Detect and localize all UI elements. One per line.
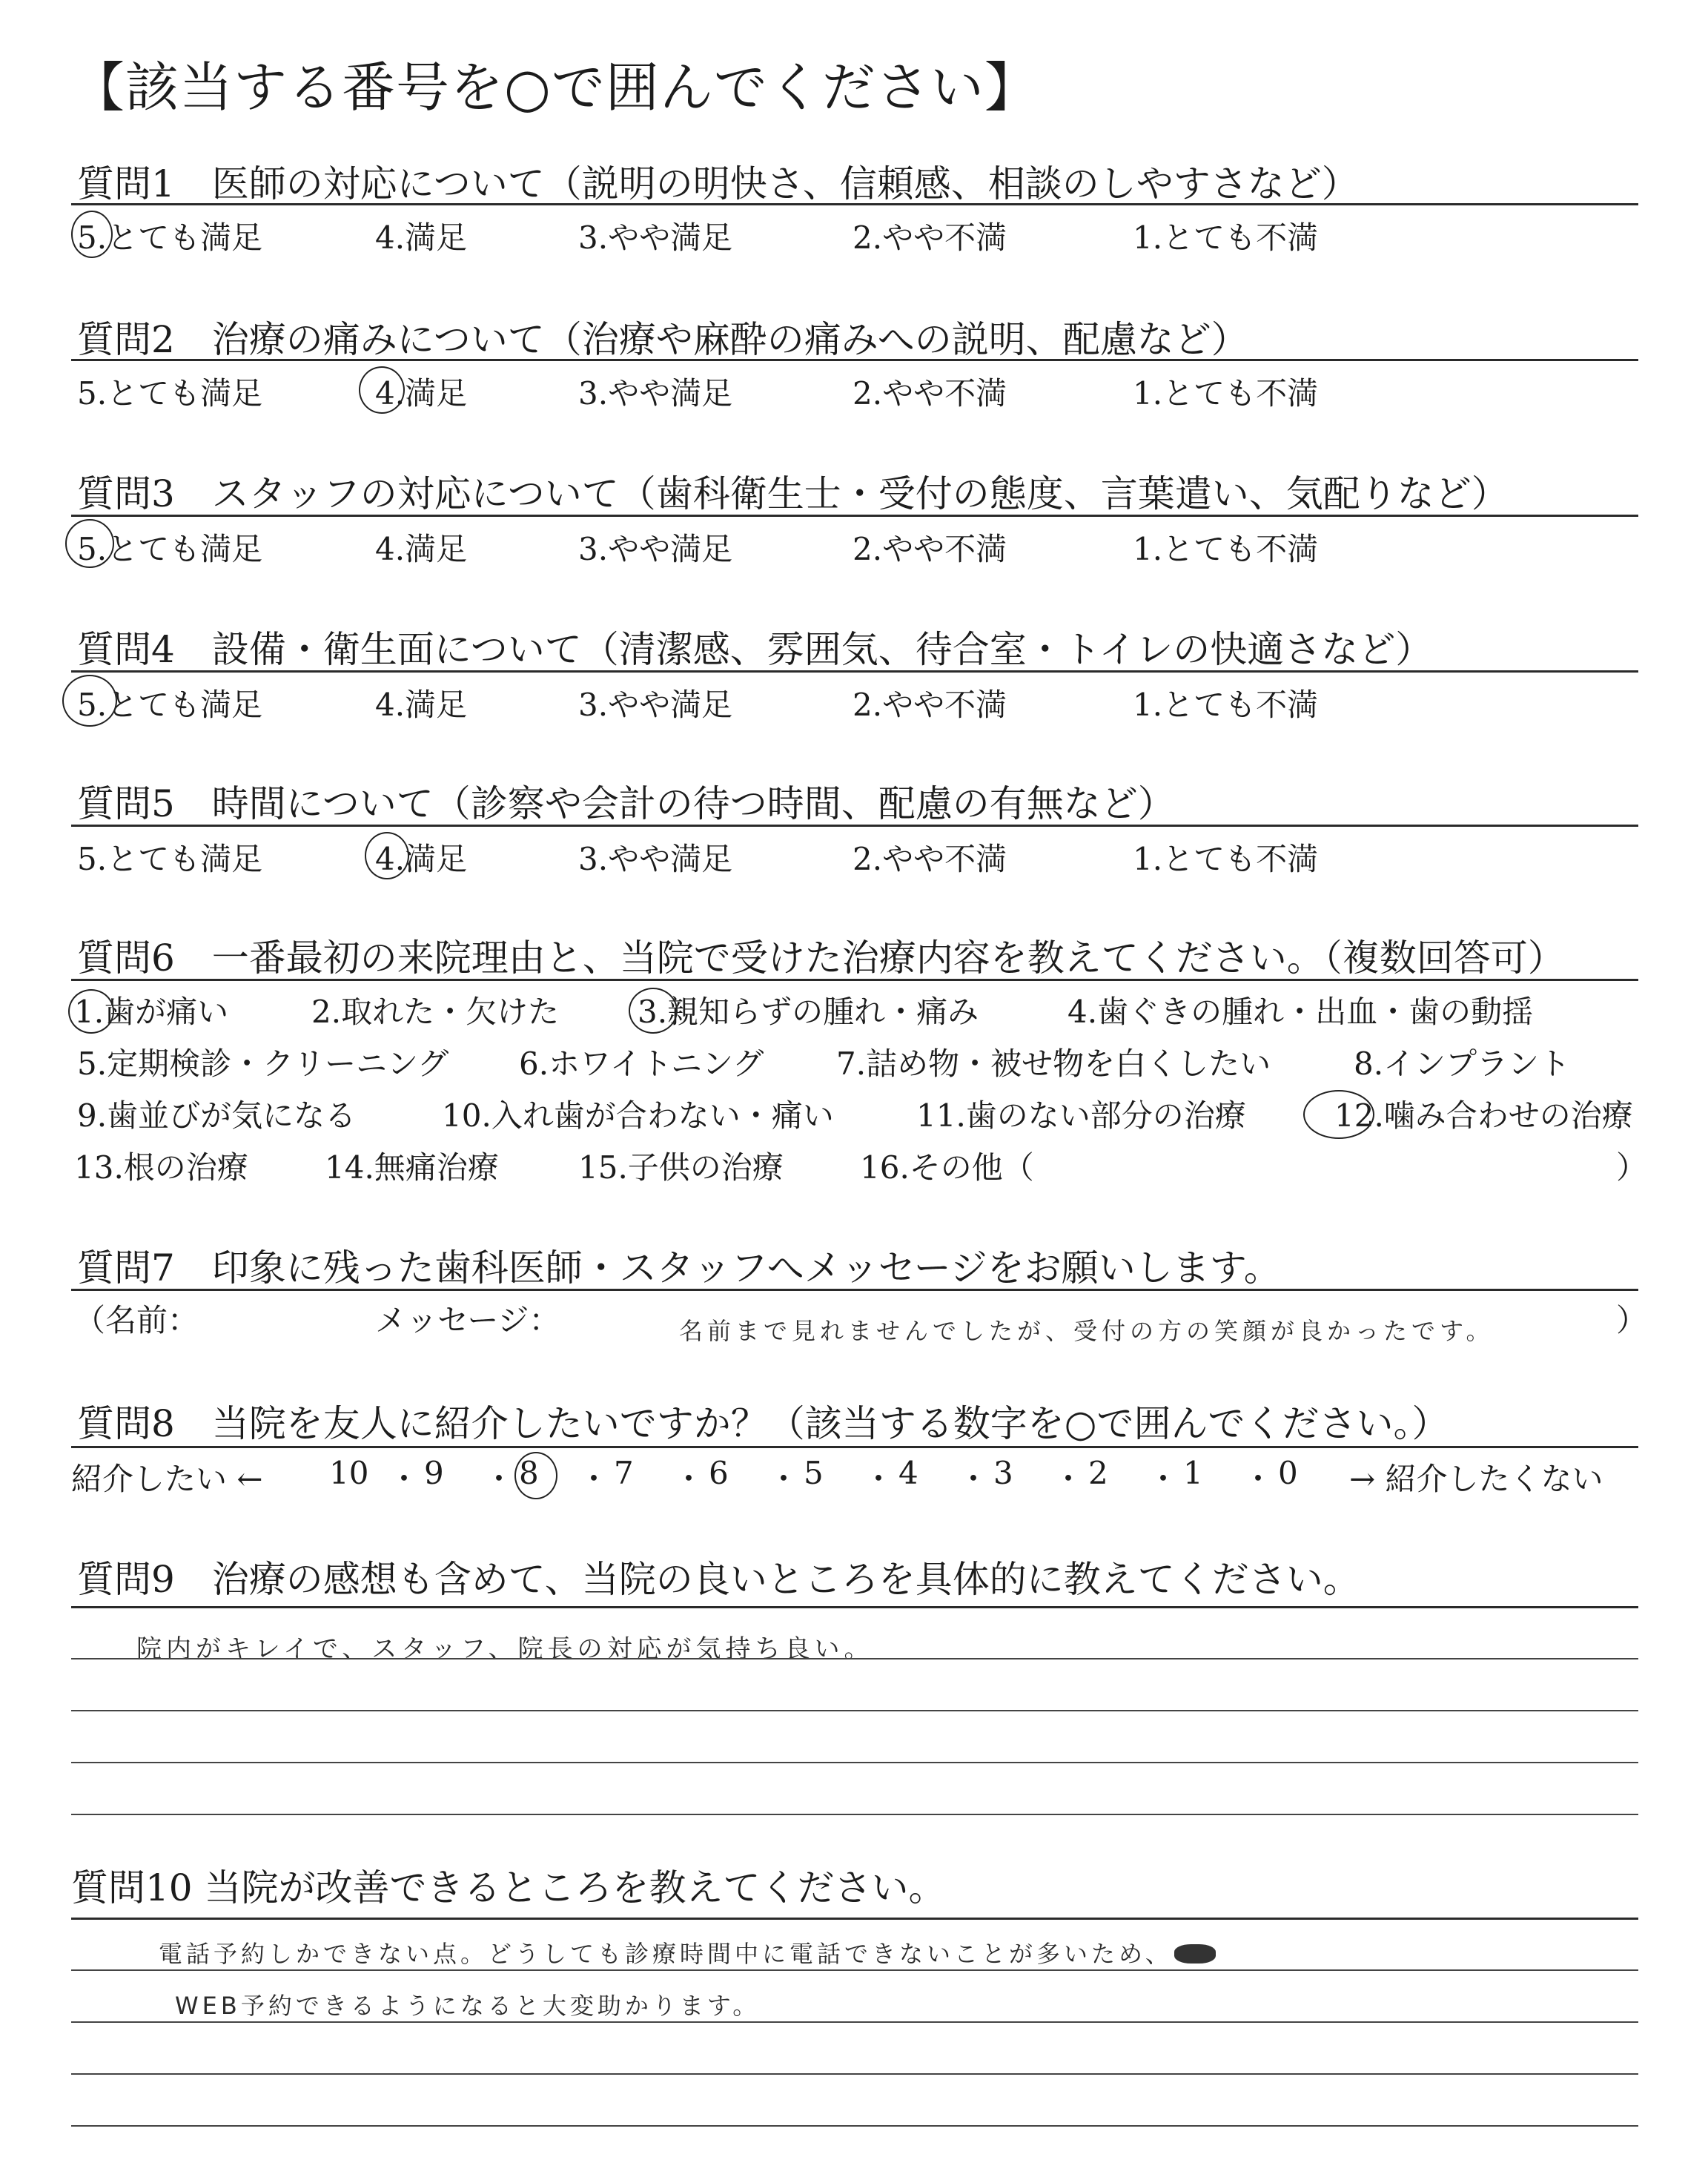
q6-option-3[interactable]: 3.親知らずの腫れ・痛み xyxy=(638,994,979,1030)
q6-other-close-paren: ） xyxy=(1616,1149,1648,1186)
q2-title: 質問2 治療の痛みについて（治療や麻酔の痛みへの説明、配慮など） xyxy=(77,318,1248,361)
q5-option-2[interactable]: 2.やや不満 xyxy=(853,841,1007,877)
q3-circle-mark xyxy=(65,519,114,568)
q8-right-label: → 紹介したくない xyxy=(1349,1461,1603,1497)
q10-answer-line-3 xyxy=(71,2073,1638,2075)
q8-rule xyxy=(71,1446,1638,1448)
q1-option-2[interactable]: 2.やや不満 xyxy=(853,219,1007,256)
q10-answer-handwritten-line-2: WEB予約できるようになると大変助かります。 xyxy=(175,1992,761,2020)
q5-option-4[interactable]: 4.満足 xyxy=(375,841,468,877)
q8-scale-value-0[interactable]: 0 xyxy=(1278,1455,1298,1491)
q8-circle-mark xyxy=(514,1452,557,1499)
q6-option-9[interactable]: 9.歯並びが気になる xyxy=(77,1097,357,1134)
q9-rule xyxy=(71,1606,1638,1608)
q8-scale-value-2[interactable]: 2 xyxy=(1088,1455,1108,1491)
q8-scale-separator: ・ xyxy=(578,1461,610,1497)
q10-answer-line-4 xyxy=(71,2125,1638,2127)
q3-option-3[interactable]: 3.やや満足 xyxy=(578,531,733,567)
q2-rule xyxy=(71,359,1638,361)
q8-scale-separator: ・ xyxy=(673,1461,705,1497)
q8-scale-value-7[interactable]: 7 xyxy=(614,1455,634,1491)
q7-close-paren: ） xyxy=(1616,1302,1648,1338)
q6-option-12[interactable]: 12.噛み合わせの治療 xyxy=(1334,1097,1633,1134)
q1-option-5[interactable]: 5.とても満足 xyxy=(77,219,263,256)
q6-option-16[interactable]: 16.その他（ xyxy=(860,1149,1034,1186)
q5-option-3[interactable]: 3.やや満足 xyxy=(578,841,733,877)
q4-option-2[interactable]: 2.やや不満 xyxy=(853,687,1007,723)
q4-circle-mark xyxy=(62,675,117,727)
q8-scale-value-9[interactable]: 9 xyxy=(424,1455,444,1491)
q6-title: 質問6 一番最初の来院理由と、当院で受けた治療内容を教えてください。（複数回答可） xyxy=(77,937,1565,980)
page-title: 【該当する番号を○で囲んでください】 xyxy=(71,56,1039,119)
q8-scale-separator: ・ xyxy=(388,1461,420,1497)
q8-scale-value-4[interactable]: 4 xyxy=(898,1455,918,1491)
q2-option-3[interactable]: 3.やや満足 xyxy=(578,375,733,412)
q8-scale-separator: ・ xyxy=(1148,1461,1179,1497)
q10-title: 質問10 当院が改善できるところを教えてください。 xyxy=(71,1866,946,1909)
q6-option-5[interactable]: 5.定期検診・クリーニング xyxy=(77,1046,449,1082)
q5-rule xyxy=(71,825,1638,827)
q8-scale-separator: ・ xyxy=(863,1461,895,1497)
q3-option-1[interactable]: 1.とても不満 xyxy=(1133,531,1319,567)
q5-option-1[interactable]: 1.とても不満 xyxy=(1133,841,1319,877)
q3-option-4[interactable]: 4.満足 xyxy=(375,531,468,567)
q8-scale-separator: ・ xyxy=(1053,1461,1085,1497)
q8-scale-value-8[interactable]: 8 xyxy=(519,1455,539,1491)
q9-answer-line-3 xyxy=(71,1762,1638,1763)
q8-left-label: 紹介したい ← xyxy=(71,1461,263,1497)
q5-option-5[interactable]: 5.とても満足 xyxy=(77,841,263,877)
q6-option-10[interactable]: 10.入れ歯が合わない・痛い xyxy=(442,1097,834,1134)
q6-option-11[interactable]: 11.歯のない部分の治療 xyxy=(916,1097,1246,1134)
q3-rule xyxy=(71,515,1638,517)
q2-option-5[interactable]: 5.とても満足 xyxy=(77,375,263,412)
q3-option-2[interactable]: 2.やや不満 xyxy=(853,531,1007,567)
q10-answer-handwritten-line-1: 電話予約しかできない点。どうしても診療時間中に電話できないことが多いため、 xyxy=(159,1940,1173,1968)
q1-rule xyxy=(71,203,1638,205)
q9-answer-line-1 xyxy=(71,1658,1638,1659)
q5-circle-mark xyxy=(365,832,409,879)
q6-option-14[interactable]: 14.無痛治療 xyxy=(325,1149,499,1186)
q6-circle-mark-1 xyxy=(68,989,114,1034)
q8-scale-value-6[interactable]: 6 xyxy=(709,1455,729,1491)
q2-option-4[interactable]: 4.満足 xyxy=(375,375,468,412)
q4-rule xyxy=(71,670,1638,673)
q3-title: 質問3 スタッフの対応について（歯科衛生士・受付の態度、言葉遣い、気配りなど） xyxy=(77,472,1509,515)
q1-option-3[interactable]: 3.やや満足 xyxy=(578,219,733,256)
q8-scale-value-3[interactable]: 3 xyxy=(993,1455,1013,1491)
q8-scale-value-5[interactable]: 5 xyxy=(804,1455,824,1491)
q6-option-15[interactable]: 15.子供の治療 xyxy=(578,1149,784,1186)
q7-title: 質問7 印象に残った歯科医師・スタッフへメッセージをお願いします。 xyxy=(77,1246,1281,1289)
q8-title: 質問8 当院を友人に紹介したいですか？（該当する数字を○で囲んでください。） xyxy=(77,1402,1449,1445)
q10-answer-line-1 xyxy=(71,1969,1638,1971)
q1-option-4[interactable]: 4.満足 xyxy=(375,219,468,256)
q7-name-label: （名前： xyxy=(74,1302,199,1338)
q2-option-1[interactable]: 1.とても不満 xyxy=(1133,375,1319,412)
q8-scale-value-10[interactable]: 10 xyxy=(329,1455,369,1491)
q6-option-6[interactable]: 6.ホワイトニング xyxy=(519,1046,764,1082)
q3-option-5[interactable]: 5.とても満足 xyxy=(77,531,263,567)
q7-message-handwritten: 名前まで見れませんでしたが、受付の方の笑顔が良かったです。 xyxy=(679,1317,1494,1345)
q8-scale-value-1[interactable]: 1 xyxy=(1183,1455,1203,1491)
q6-circle-mark-12 xyxy=(1303,1090,1374,1139)
q6-rule xyxy=(71,979,1638,981)
q6-option-2[interactable]: 2.取れた・欠けた xyxy=(311,994,560,1030)
q2-option-2[interactable]: 2.やや不満 xyxy=(853,375,1007,412)
q2-circle-mark xyxy=(359,366,405,414)
q1-option-1[interactable]: 1.とても不満 xyxy=(1133,219,1319,256)
q10-scribble-mark xyxy=(1174,1944,1216,1964)
q7-message-label: メッセージ： xyxy=(375,1302,560,1338)
q9-answer-line-2 xyxy=(71,1710,1638,1711)
q10-answer-line-2 xyxy=(71,2021,1638,2023)
q6-circle-mark-3 xyxy=(629,988,678,1034)
q4-option-3[interactable]: 3.やや満足 xyxy=(578,687,733,723)
q8-scale-separator: ・ xyxy=(768,1461,800,1497)
q1-title: 質問1 医師の対応について（説明の明快さ、信頼感、相談のしやすさなど） xyxy=(77,162,1359,205)
q6-option-1[interactable]: 1.歯が痛い xyxy=(74,994,229,1030)
q8-scale-separator: ・ xyxy=(483,1461,515,1497)
q4-title: 質問4 設備・衛生面について（清潔感、雰囲気、待合室・トイレの快適さなど） xyxy=(77,628,1433,671)
q9-title: 質問9 治療の感想も含めて、当院の良いところを具体的に教えてください。 xyxy=(77,1558,1360,1601)
q6-option-13[interactable]: 13.根の治療 xyxy=(74,1149,248,1186)
q8-scale-separator: ・ xyxy=(1242,1461,1274,1497)
q4-option-5[interactable]: 5.とても満足 xyxy=(77,687,263,723)
q9-answer-line-4 xyxy=(71,1814,1638,1815)
q9-answer-handwritten: 院内がキレイで、スタッフ、院長の対応が気持ち良い。 xyxy=(136,1634,874,1664)
q10-rule xyxy=(71,1918,1638,1920)
q4-option-4[interactable]: 4.満足 xyxy=(375,687,468,723)
q6-option-7[interactable]: 7.詰め物・被せ物を白くしたい xyxy=(836,1046,1271,1082)
q7-rule xyxy=(71,1289,1638,1291)
q4-option-1[interactable]: 1.とても不満 xyxy=(1133,687,1319,723)
q6-option-4[interactable]: 4.歯ぐきの腫れ・出血・歯の動揺 xyxy=(1068,994,1534,1030)
q1-circle-mark xyxy=(71,211,113,258)
q8-scale-separator: ・ xyxy=(958,1461,990,1497)
q6-option-8[interactable]: 8.インプラント xyxy=(1354,1046,1571,1082)
q5-title: 質問5 時間について（診察や会計の待つ時間、配慮の有無など） xyxy=(77,782,1175,825)
